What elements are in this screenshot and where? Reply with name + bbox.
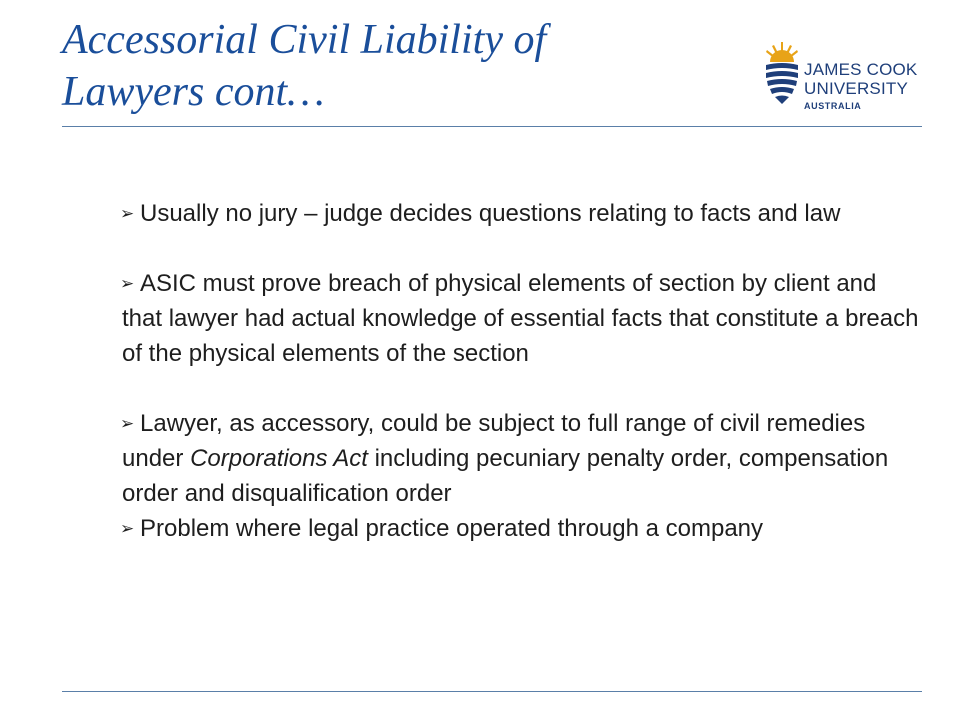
bullet-item <box>122 406 922 511</box>
slide-title <box>62 14 702 118</box>
arrow-bullet-icon: ➢ <box>120 204 135 223</box>
bullet-text: ASIC must prove breach of physical elements of section by client and that lawyer had actual knowledge of essential facts that constitute a breach of the physical elements of the section <box>122 270 919 367</box>
university-logo <box>762 40 932 120</box>
bullet-item <box>122 266 922 371</box>
bullet-text-before: Lawyer, as accessory, could be subject to full range of civil remedies under <box>122 410 866 472</box>
bullet-text-italic: Corporations Act <box>190 445 368 472</box>
arrow-bullet-icon: ➢ <box>120 519 135 538</box>
title-line-2: Lawyers cont… <box>62 69 325 115</box>
bullet-item <box>122 196 922 231</box>
logo-line-1: JAMES COOK <box>804 60 918 79</box>
logo-wordmark <box>804 60 917 112</box>
logo-line-2: UNIVERSITY <box>804 79 909 98</box>
arrow-bullet-icon: ➢ <box>120 274 135 293</box>
bullet-text: Usually no jury – judge decides questions relating to facts and law <box>140 200 841 227</box>
bullet-list <box>122 196 922 546</box>
arrow-bullet-icon: ➢ <box>120 414 135 433</box>
footer-divider <box>62 691 922 692</box>
bullet-text-after: including pecuniary penalty order, compensation order and disqualification order <box>122 445 889 507</box>
logo-line-3: AUSTRALIA <box>804 101 862 111</box>
bullet-text: Problem where legal practice operated through a company <box>140 515 764 542</box>
title-divider <box>62 126 922 127</box>
jcu-shield-sun-icon <box>762 40 802 110</box>
bullet-item <box>122 511 922 546</box>
title-line-1: Accessorial Civil Liability of <box>62 17 547 63</box>
